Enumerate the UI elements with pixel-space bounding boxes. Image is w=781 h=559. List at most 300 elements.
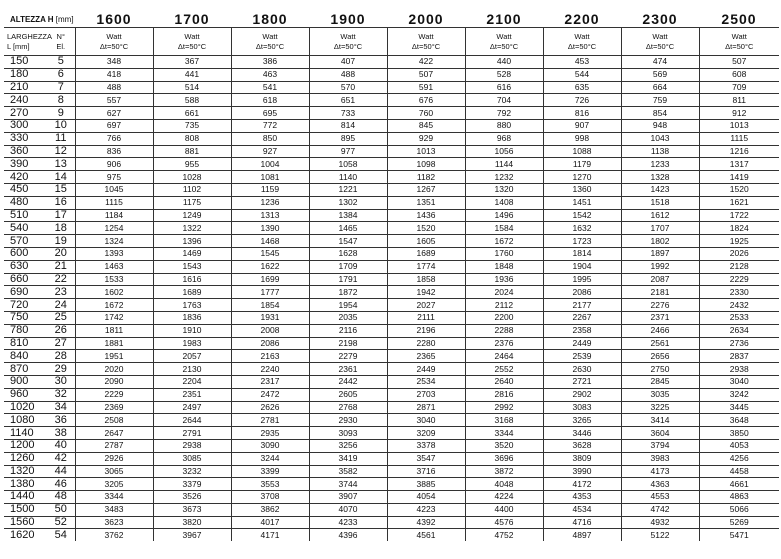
watt-value-cell: 3553 bbox=[231, 478, 309, 491]
watt-value-cell: 507 bbox=[699, 56, 779, 69]
watt-value-cell: 591 bbox=[387, 81, 465, 94]
watt-value-cell: 2035 bbox=[309, 311, 387, 324]
watt-value-cell: 2736 bbox=[699, 337, 779, 350]
watt-value-cell: 726 bbox=[543, 94, 621, 107]
watt-value-cell: 463 bbox=[231, 68, 309, 81]
watt-value-cell: 4576 bbox=[465, 516, 543, 529]
watt-value-cell: 2024 bbox=[465, 286, 543, 299]
watt-value-cell: 3242 bbox=[699, 388, 779, 401]
watt-value-cell: 2204 bbox=[153, 375, 231, 388]
elements-cell: 12 bbox=[47, 145, 75, 158]
watt-value-cell: 4070 bbox=[309, 503, 387, 516]
watt-value-cell: 1396 bbox=[153, 235, 231, 248]
watt-value-cell: 1081 bbox=[231, 171, 309, 184]
watt-value-cell: 2539 bbox=[543, 350, 621, 363]
watt-value-cell: 1043 bbox=[621, 132, 699, 145]
watt-value-cell: 2442 bbox=[309, 375, 387, 388]
watt-value-cell: 2630 bbox=[543, 363, 621, 376]
watt-value-cell: 2781 bbox=[231, 414, 309, 427]
unit-header-cell bbox=[699, 28, 779, 56]
unit-header-watt: Watt bbox=[418, 31, 434, 41]
table-row bbox=[4, 363, 779, 376]
width-header-line1: LARGHEZZA bbox=[7, 31, 53, 41]
watt-value-cell: 3344 bbox=[465, 427, 543, 440]
radiator-output-table bbox=[4, 11, 779, 541]
watt-value-cell: 2750 bbox=[621, 363, 699, 376]
watt-value-cell: 5122 bbox=[621, 529, 699, 541]
watt-value-cell: 588 bbox=[153, 94, 231, 107]
elements-cell: 18 bbox=[47, 222, 75, 235]
elements-cell: 42 bbox=[47, 452, 75, 465]
height-header-row bbox=[4, 11, 779, 28]
unit-header-delta: Δt=50°C bbox=[645, 41, 675, 51]
watt-value-cell: 2845 bbox=[621, 375, 699, 388]
width-cell: 1560 bbox=[4, 516, 47, 529]
height-label: ALTEZZA H bbox=[10, 14, 54, 24]
watt-value-cell: 1360 bbox=[543, 183, 621, 196]
watt-value-cell: 514 bbox=[153, 81, 231, 94]
elements-header-line1: N° bbox=[56, 31, 65, 41]
watt-value-cell: 2816 bbox=[465, 388, 543, 401]
watt-value-cell: 1707 bbox=[621, 222, 699, 235]
watt-value-cell: 4048 bbox=[465, 478, 543, 491]
table-row bbox=[4, 478, 779, 491]
height-corner-label bbox=[4, 11, 75, 28]
watt-value-cell: 3862 bbox=[231, 503, 309, 516]
watt-value-cell: 2358 bbox=[543, 324, 621, 337]
watt-value-cell: 3628 bbox=[543, 439, 621, 452]
watt-value-cell: 1004 bbox=[231, 158, 309, 171]
unit-header-cell bbox=[153, 28, 231, 56]
watt-value-cell: 2464 bbox=[465, 350, 543, 363]
watt-value-cell: 1233 bbox=[621, 158, 699, 171]
watt-value-cell: 1811 bbox=[75, 324, 153, 337]
watt-value-cell: 1777 bbox=[231, 286, 309, 299]
elements-cell: 16 bbox=[47, 196, 75, 209]
watt-value-cell: 772 bbox=[231, 119, 309, 132]
watt-value-cell: 4363 bbox=[621, 478, 699, 491]
watt-value-cell: 1138 bbox=[621, 145, 699, 158]
elements-cell: 5 bbox=[47, 56, 75, 69]
watt-value-cell: 808 bbox=[153, 132, 231, 145]
elements-cell: 40 bbox=[47, 439, 75, 452]
watt-value-cell: 1545 bbox=[231, 247, 309, 260]
watt-value-cell: 1028 bbox=[153, 171, 231, 184]
watt-value-cell: 5066 bbox=[699, 503, 779, 516]
watt-value-cell: 2533 bbox=[699, 311, 779, 324]
unit-header-cell bbox=[231, 28, 309, 56]
watt-value-cell: 1317 bbox=[699, 158, 779, 171]
watt-value-cell: 3205 bbox=[75, 478, 153, 491]
watt-value-cell: 2992 bbox=[465, 401, 543, 414]
elements-cell: 21 bbox=[47, 260, 75, 273]
watt-value-cell: 3990 bbox=[543, 465, 621, 478]
watt-value-cell: 2432 bbox=[699, 299, 779, 312]
watt-value-cell: 440 bbox=[465, 56, 543, 69]
watt-value-cell: 3232 bbox=[153, 465, 231, 478]
table-row bbox=[4, 465, 779, 478]
watt-value-cell: 3379 bbox=[153, 478, 231, 491]
elements-cell: 26 bbox=[47, 324, 75, 337]
watt-value-cell: 1216 bbox=[699, 145, 779, 158]
watt-value-cell: 1622 bbox=[231, 260, 309, 273]
watt-value-cell: 1184 bbox=[75, 209, 153, 222]
watt-value-cell: 1723 bbox=[543, 235, 621, 248]
watt-value-cell: 1267 bbox=[387, 183, 465, 196]
watt-value-cell: 2791 bbox=[153, 427, 231, 440]
unit-header-delta: Δt=50°C bbox=[333, 41, 363, 51]
watt-value-cell: 3483 bbox=[75, 503, 153, 516]
table-row bbox=[4, 107, 779, 120]
watt-value-cell: 608 bbox=[699, 68, 779, 81]
table-row bbox=[4, 427, 779, 440]
watt-value-cell: 1936 bbox=[465, 273, 543, 286]
watt-value-cell: 2116 bbox=[309, 324, 387, 337]
elements-cell: 8 bbox=[47, 94, 75, 107]
watt-value-cell: 906 bbox=[75, 158, 153, 171]
watt-value-cell: 1302 bbox=[309, 196, 387, 209]
watt-value-cell: 1393 bbox=[75, 247, 153, 260]
elements-header-line2: El. bbox=[56, 41, 66, 51]
elements-cell: 24 bbox=[47, 299, 75, 312]
watt-value-cell: 1995 bbox=[543, 273, 621, 286]
watt-value-cell: 2086 bbox=[231, 337, 309, 350]
watt-value-cell: 5269 bbox=[699, 516, 779, 529]
unit-header-watt: Watt bbox=[262, 31, 278, 41]
watt-value-cell: 453 bbox=[543, 56, 621, 69]
watt-value-cell: 1098 bbox=[387, 158, 465, 171]
watt-value-cell: 1543 bbox=[153, 260, 231, 273]
watt-value-cell: 1774 bbox=[387, 260, 465, 273]
watt-value-cell: 3446 bbox=[543, 427, 621, 440]
watt-value-cell: 1925 bbox=[699, 235, 779, 248]
elements-cell: 46 bbox=[47, 478, 75, 491]
table-row bbox=[4, 439, 779, 452]
watt-value-cell: 3547 bbox=[387, 452, 465, 465]
table-row bbox=[4, 56, 779, 69]
height-column-header: 1700 bbox=[153, 11, 231, 28]
watt-value-cell: 4661 bbox=[699, 478, 779, 491]
width-cell: 240 bbox=[4, 94, 47, 107]
watt-value-cell: 4716 bbox=[543, 516, 621, 529]
watt-value-cell: 3983 bbox=[621, 452, 699, 465]
watt-value-cell: 816 bbox=[543, 107, 621, 120]
unit-header-cell bbox=[543, 28, 621, 56]
watt-value-cell: 1221 bbox=[309, 183, 387, 196]
watt-value-cell: 1689 bbox=[387, 247, 465, 260]
elements-cell: 25 bbox=[47, 311, 75, 324]
watt-value-cell: 977 bbox=[309, 145, 387, 158]
watt-value-cell: 635 bbox=[543, 81, 621, 94]
watt-value-cell: 3035 bbox=[621, 388, 699, 401]
watt-value-cell: 1983 bbox=[153, 337, 231, 350]
elements-cell: 38 bbox=[47, 427, 75, 440]
table-row bbox=[4, 452, 779, 465]
watt-value-cell: 2229 bbox=[75, 388, 153, 401]
watt-value-cell: 2200 bbox=[465, 311, 543, 324]
watt-value-cell: 1931 bbox=[231, 311, 309, 324]
unit-header-cell bbox=[309, 28, 387, 56]
watt-value-cell: 618 bbox=[231, 94, 309, 107]
watt-value-cell: 3604 bbox=[621, 427, 699, 440]
watt-value-cell: 616 bbox=[465, 81, 543, 94]
width-cell: 1380 bbox=[4, 478, 47, 491]
width-cell: 1020 bbox=[4, 401, 47, 414]
width-cell: 690 bbox=[4, 286, 47, 299]
watt-value-cell: 1848 bbox=[465, 260, 543, 273]
watt-value-cell: 2926 bbox=[75, 452, 153, 465]
elements-cell: 52 bbox=[47, 516, 75, 529]
elements-cell: 7 bbox=[47, 81, 75, 94]
watt-value-cell: 697 bbox=[75, 119, 153, 132]
watt-value-cell: 1351 bbox=[387, 196, 465, 209]
width-cell: 630 bbox=[4, 260, 47, 273]
watt-value-cell: 1232 bbox=[465, 171, 543, 184]
watt-value-cell: 3696 bbox=[465, 452, 543, 465]
watt-value-cell: 4458 bbox=[699, 465, 779, 478]
elements-cell: 13 bbox=[47, 158, 75, 171]
table-row bbox=[4, 132, 779, 145]
watt-value-cell: 912 bbox=[699, 107, 779, 120]
unit-header-delta: Δt=50°C bbox=[725, 41, 754, 51]
width-cell: 570 bbox=[4, 235, 47, 248]
watt-value-cell: 2351 bbox=[153, 388, 231, 401]
watt-value-cell: 1013 bbox=[699, 119, 779, 132]
watt-value-cell: 2177 bbox=[543, 299, 621, 312]
watt-value-cell: 1320 bbox=[465, 183, 543, 196]
watt-value-cell: 4897 bbox=[543, 529, 621, 541]
watt-value-cell: 541 bbox=[231, 81, 309, 94]
watt-value-cell: 2317 bbox=[231, 375, 309, 388]
watt-value-cell: 735 bbox=[153, 119, 231, 132]
watt-value-cell: 2938 bbox=[153, 439, 231, 452]
table-row bbox=[4, 503, 779, 516]
watt-value-cell: 651 bbox=[309, 94, 387, 107]
watt-value-cell: 3445 bbox=[699, 401, 779, 414]
watt-value-cell: 2198 bbox=[309, 337, 387, 350]
table-row bbox=[4, 171, 779, 184]
width-cell: 1440 bbox=[4, 491, 47, 504]
table-row bbox=[4, 158, 779, 171]
watt-value-cell: 474 bbox=[621, 56, 699, 69]
watt-value-cell: 418 bbox=[75, 68, 153, 81]
elements-cell: 32 bbox=[47, 388, 75, 401]
watt-value-cell: 850 bbox=[231, 132, 309, 145]
watt-value-cell: 2008 bbox=[231, 324, 309, 337]
watt-value-cell: 1088 bbox=[543, 145, 621, 158]
watt-value-cell: 3065 bbox=[75, 465, 153, 478]
watt-value-cell: 4171 bbox=[231, 529, 309, 541]
watt-value-cell: 557 bbox=[75, 94, 153, 107]
watt-value-cell: 2787 bbox=[75, 439, 153, 452]
watt-value-cell: 3378 bbox=[387, 439, 465, 452]
elements-cell: 17 bbox=[47, 209, 75, 222]
watt-value-cell: 2288 bbox=[465, 324, 543, 337]
watt-value-cell: 4353 bbox=[543, 491, 621, 504]
unit-header-watt: Watt bbox=[652, 31, 668, 41]
table-row bbox=[4, 183, 779, 196]
watt-value-cell: 2130 bbox=[153, 363, 231, 376]
table-row bbox=[4, 286, 779, 299]
watt-value-cell: 2111 bbox=[387, 311, 465, 324]
watt-value-cell: 968 bbox=[465, 132, 543, 145]
watt-value-cell: 2020 bbox=[75, 363, 153, 376]
watt-value-cell: 2930 bbox=[309, 414, 387, 427]
watt-value-cell: 1897 bbox=[621, 247, 699, 260]
watt-value-cell: 1058 bbox=[309, 158, 387, 171]
width-cell: 840 bbox=[4, 350, 47, 363]
watt-value-cell: 3820 bbox=[153, 516, 231, 529]
watt-value-cell: 2361 bbox=[309, 363, 387, 376]
watt-value-cell: 386 bbox=[231, 56, 309, 69]
watt-value-cell: 1672 bbox=[75, 299, 153, 312]
watt-value-cell: 2508 bbox=[75, 414, 153, 427]
table-row bbox=[4, 273, 779, 286]
watt-value-cell: 1408 bbox=[465, 196, 543, 209]
watt-value-cell: 2768 bbox=[309, 401, 387, 414]
watt-value-cell: 4223 bbox=[387, 503, 465, 516]
watt-value-cell: 2449 bbox=[387, 363, 465, 376]
watt-value-cell: 1881 bbox=[75, 337, 153, 350]
watt-value-cell: 998 bbox=[543, 132, 621, 145]
watt-value-cell: 1854 bbox=[231, 299, 309, 312]
width-cell: 420 bbox=[4, 171, 47, 184]
width-cell: 390 bbox=[4, 158, 47, 171]
watt-value-cell: 1496 bbox=[465, 209, 543, 222]
watt-value-cell: 1520 bbox=[387, 222, 465, 235]
watt-value-cell: 1632 bbox=[543, 222, 621, 235]
table-row bbox=[4, 388, 779, 401]
width-cell: 360 bbox=[4, 145, 47, 158]
watt-value-cell: 1910 bbox=[153, 324, 231, 337]
watt-value-cell: 1533 bbox=[75, 273, 153, 286]
watt-value-cell: 407 bbox=[309, 56, 387, 69]
watt-value-cell: 1140 bbox=[309, 171, 387, 184]
unit-header-delta: Δt=50°C bbox=[567, 41, 597, 51]
watt-value-cell: 4053 bbox=[699, 439, 779, 452]
watt-value-cell: 1518 bbox=[621, 196, 699, 209]
watt-value-cell: 1102 bbox=[153, 183, 231, 196]
watt-value-cell: 3344 bbox=[75, 491, 153, 504]
width-header-line2: L [mm] bbox=[7, 41, 30, 51]
watt-value-cell: 929 bbox=[387, 132, 465, 145]
watt-value-cell: 1763 bbox=[153, 299, 231, 312]
watt-value-cell: 4561 bbox=[387, 529, 465, 541]
watt-value-cell: 1115 bbox=[699, 132, 779, 145]
watt-value-cell: 3244 bbox=[231, 452, 309, 465]
watt-value-cell: 3040 bbox=[387, 414, 465, 427]
watt-value-cell: 3744 bbox=[309, 478, 387, 491]
watt-value-cell: 1313 bbox=[231, 209, 309, 222]
watt-value-cell: 2057 bbox=[153, 350, 231, 363]
watt-value-cell: 2534 bbox=[387, 375, 465, 388]
watt-value-cell: 1951 bbox=[75, 350, 153, 363]
watt-value-cell: 845 bbox=[387, 119, 465, 132]
table-row bbox=[4, 196, 779, 209]
watt-value-cell: 1612 bbox=[621, 209, 699, 222]
watt-value-cell: 907 bbox=[543, 119, 621, 132]
width-cell: 1620 bbox=[4, 529, 47, 541]
table-row bbox=[4, 529, 779, 541]
watt-value-cell: 367 bbox=[153, 56, 231, 69]
watt-value-cell: 4400 bbox=[465, 503, 543, 516]
watt-value-cell: 1520 bbox=[699, 183, 779, 196]
watt-value-cell: 709 bbox=[699, 81, 779, 94]
height-column-header: 2300 bbox=[621, 11, 699, 28]
unit-header-cell bbox=[621, 28, 699, 56]
watt-value-cell: 2626 bbox=[231, 401, 309, 414]
watt-value-cell: 3708 bbox=[231, 491, 309, 504]
watt-value-cell: 3083 bbox=[543, 401, 621, 414]
watt-value-cell: 1328 bbox=[621, 171, 699, 184]
elements-cell: 30 bbox=[47, 375, 75, 388]
watt-value-cell: 1115 bbox=[75, 196, 153, 209]
unit-header-delta: Δt=50°C bbox=[489, 41, 519, 51]
watt-value-cell: 1384 bbox=[309, 209, 387, 222]
elements-cell: 20 bbox=[47, 247, 75, 260]
watt-value-cell: 1423 bbox=[621, 183, 699, 196]
width-cell: 1080 bbox=[4, 414, 47, 427]
watt-value-cell: 4863 bbox=[699, 491, 779, 504]
watt-value-cell: 3040 bbox=[699, 375, 779, 388]
watt-value-cell: 1689 bbox=[153, 286, 231, 299]
width-cell: 960 bbox=[4, 388, 47, 401]
watt-value-cell: 948 bbox=[621, 119, 699, 132]
watt-value-cell: 3414 bbox=[621, 414, 699, 427]
watt-value-cell: 1270 bbox=[543, 171, 621, 184]
watt-value-cell: 1045 bbox=[75, 183, 153, 196]
watt-value-cell: 1942 bbox=[387, 286, 465, 299]
width-cell: 150 bbox=[4, 56, 47, 69]
watt-value-cell: 2267 bbox=[543, 311, 621, 324]
watt-value-cell: 1791 bbox=[309, 273, 387, 286]
watt-value-cell: 1602 bbox=[75, 286, 153, 299]
watt-value-cell: 4392 bbox=[387, 516, 465, 529]
width-cell: 1260 bbox=[4, 452, 47, 465]
height-column-header: 2100 bbox=[465, 11, 543, 28]
watt-value-cell: 2938 bbox=[699, 363, 779, 376]
elements-cell: 23 bbox=[47, 286, 75, 299]
watt-value-cell: 2647 bbox=[75, 427, 153, 440]
watt-value-cell: 1802 bbox=[621, 235, 699, 248]
watt-value-cell: 1742 bbox=[75, 311, 153, 324]
watt-value-cell: 2376 bbox=[465, 337, 543, 350]
watt-value-cell: 1824 bbox=[699, 222, 779, 235]
elements-cell: 11 bbox=[47, 132, 75, 145]
watt-value-cell: 664 bbox=[621, 81, 699, 94]
table-row bbox=[4, 81, 779, 94]
watt-value-cell: 2181 bbox=[621, 286, 699, 299]
unit-header-delta: Δt=50°C bbox=[411, 41, 441, 51]
watt-value-cell: 1322 bbox=[153, 222, 231, 235]
width-cell: 780 bbox=[4, 324, 47, 337]
watt-value-cell: 2552 bbox=[465, 363, 543, 376]
table-row bbox=[4, 247, 779, 260]
watt-value-cell: 2656 bbox=[621, 350, 699, 363]
watt-value-cell: 1179 bbox=[543, 158, 621, 171]
watt-value-cell: 895 bbox=[309, 132, 387, 145]
watt-value-cell: 2365 bbox=[387, 350, 465, 363]
watt-value-cell: 3085 bbox=[153, 452, 231, 465]
watt-value-cell: 3762 bbox=[75, 529, 153, 541]
watt-value-cell: 4256 bbox=[699, 452, 779, 465]
watt-value-cell: 2330 bbox=[699, 286, 779, 299]
watt-value-cell: 3648 bbox=[699, 414, 779, 427]
width-cell: 540 bbox=[4, 222, 47, 235]
watt-value-cell: 2703 bbox=[387, 388, 465, 401]
watt-value-cell: 1672 bbox=[465, 235, 543, 248]
elements-cell: 34 bbox=[47, 401, 75, 414]
